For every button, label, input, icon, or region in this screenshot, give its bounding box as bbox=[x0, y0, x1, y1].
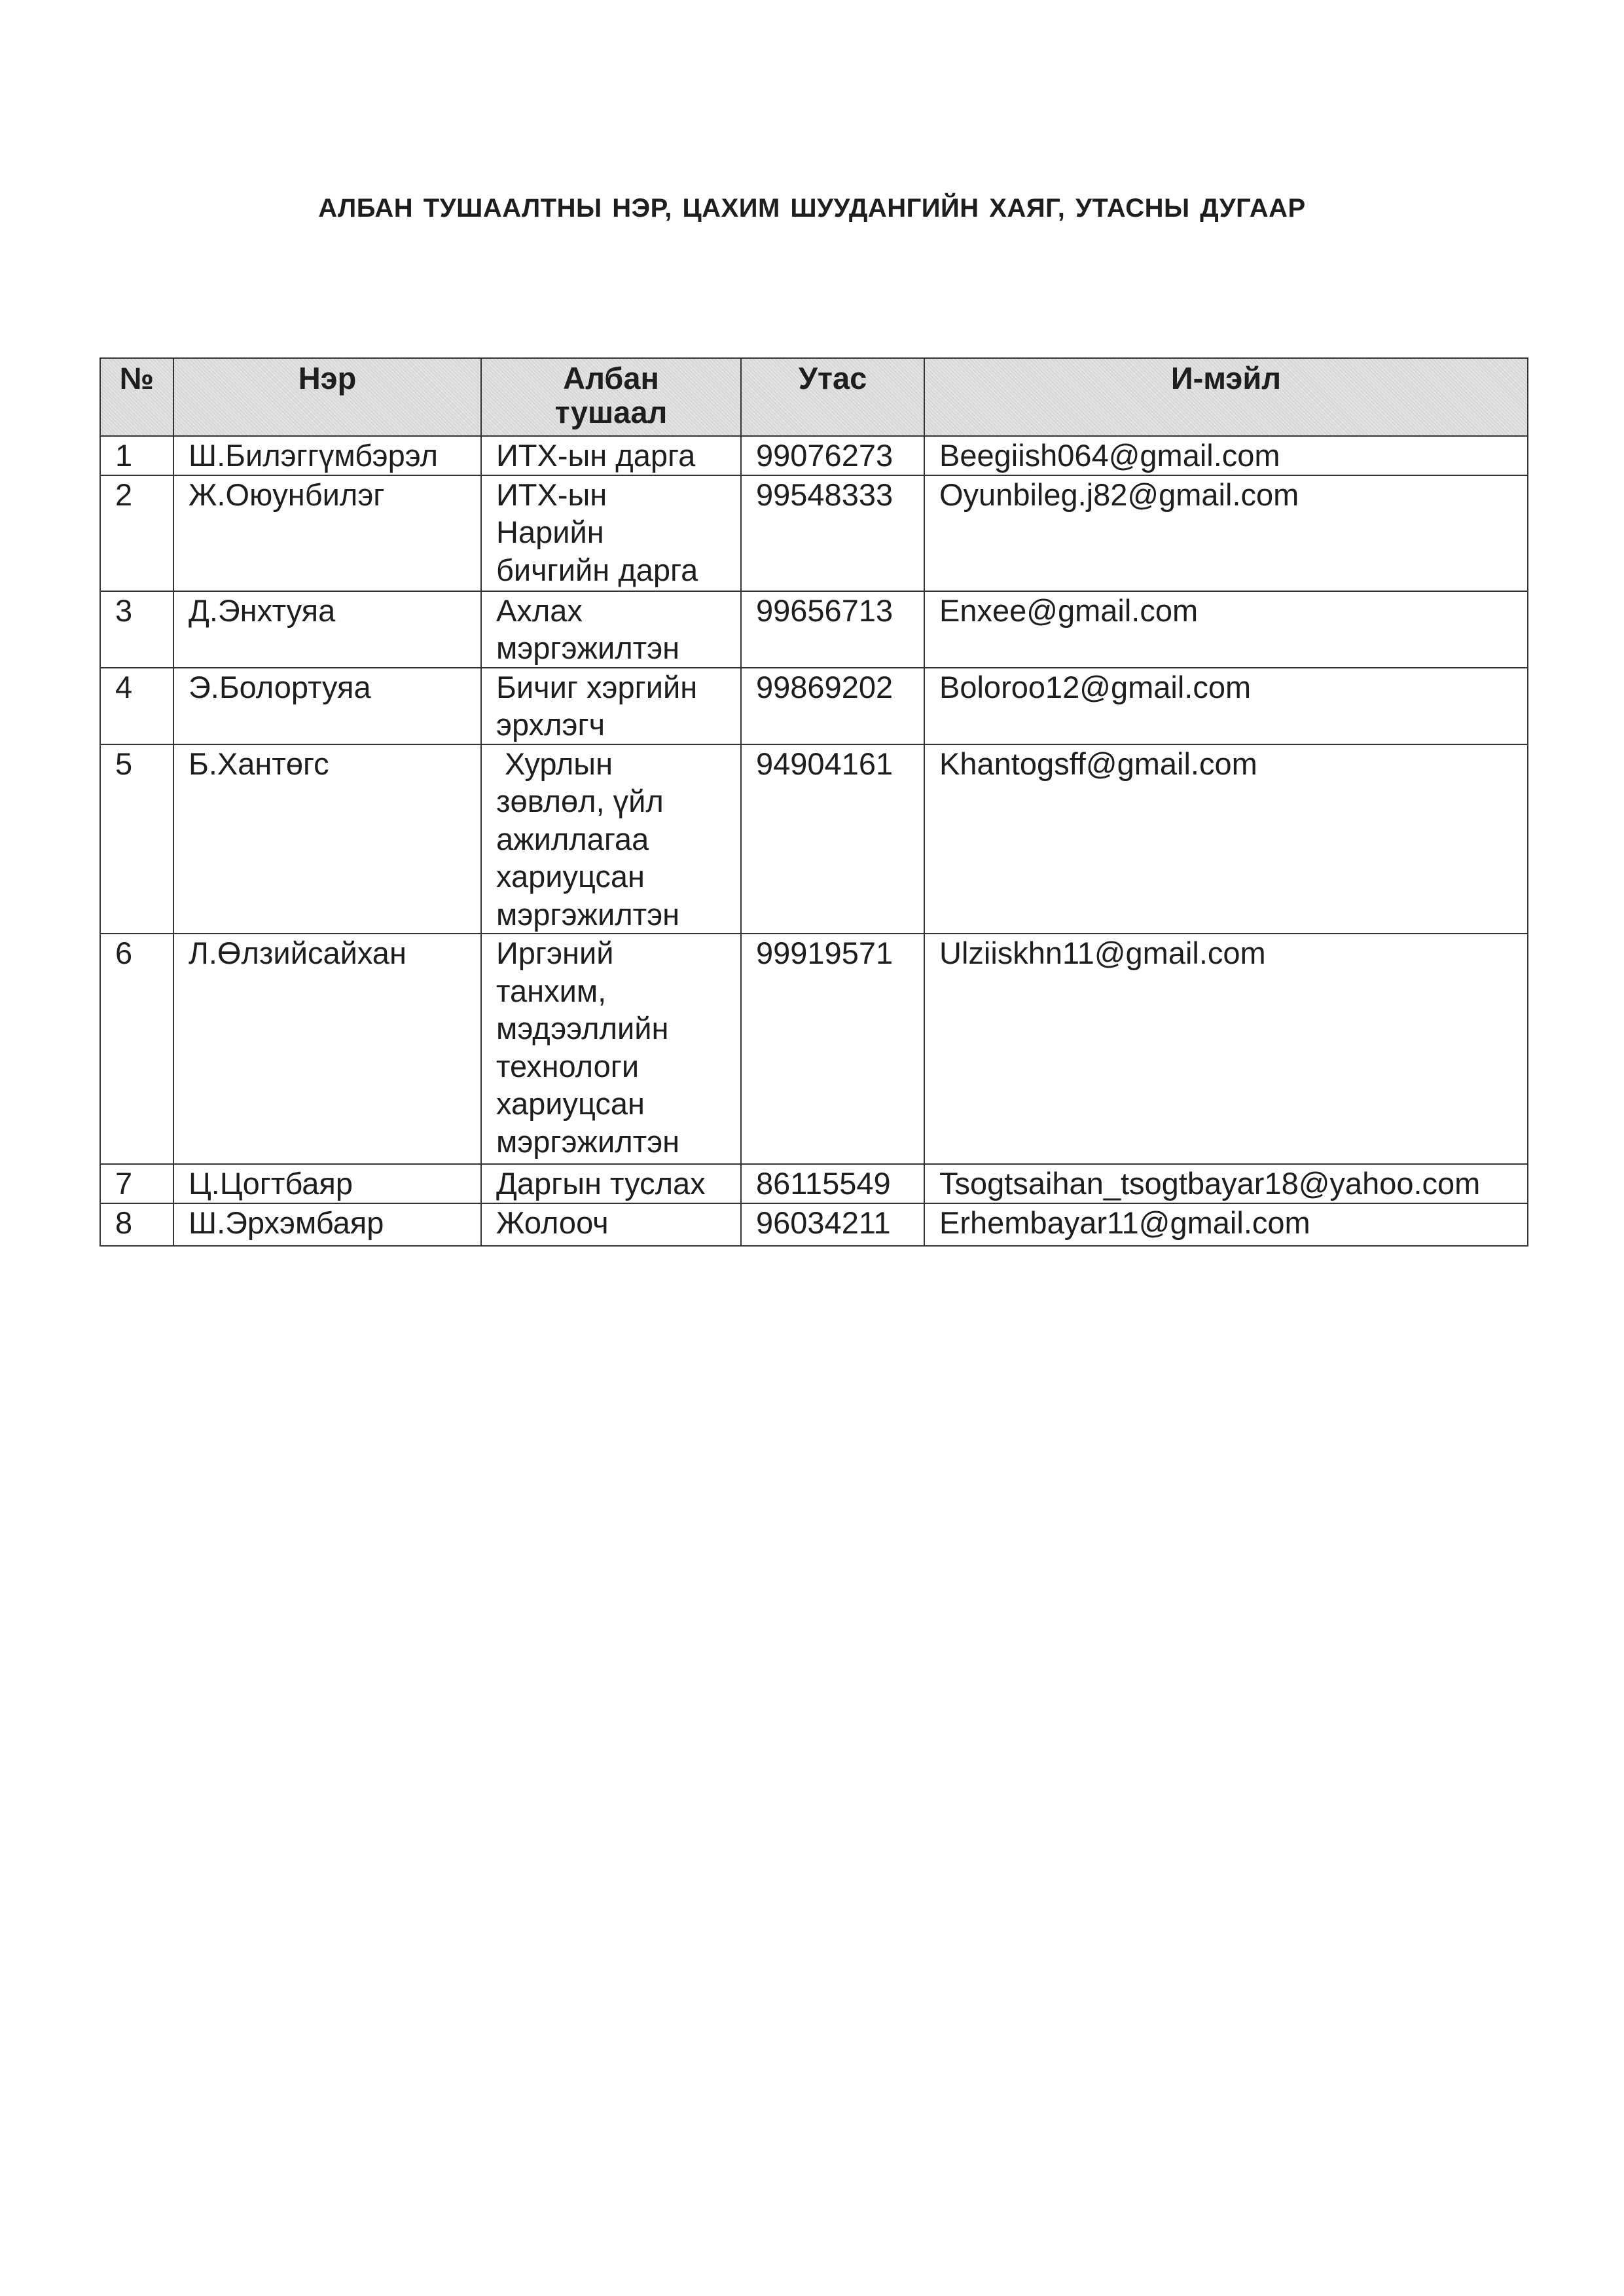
position-line: Нарийн bbox=[496, 515, 604, 549]
official-name: Ш.Билэггүмбэрэл bbox=[173, 436, 481, 475]
header-position-line: Албан bbox=[563, 361, 659, 395]
table-row bbox=[100, 436, 1528, 475]
position-line: ИТХ-ын bbox=[496, 477, 607, 512]
official-name: Л.Өлзийсайхан bbox=[173, 934, 481, 1164]
row-number: 8 bbox=[100, 1203, 173, 1246]
position-line: зөвлөл, үйл bbox=[496, 784, 664, 818]
email-address: Khantogsff@gmail.com bbox=[924, 744, 1528, 934]
position-line: эрхлэгч bbox=[496, 707, 605, 742]
row-number: 7 bbox=[100, 1164, 173, 1203]
position-line: Жолооч bbox=[496, 1205, 609, 1240]
row-number: 5 bbox=[100, 744, 173, 934]
position-line: мэдээллийн bbox=[496, 1011, 669, 1046]
phone-number: 99548333 bbox=[741, 475, 924, 591]
email-address: Oyunbileg.j82@gmail.com bbox=[924, 475, 1528, 591]
official-name: Д.Энхтуяа bbox=[173, 591, 481, 668]
official-position bbox=[481, 436, 741, 475]
position-line: Ахлах bbox=[496, 592, 583, 628]
official-name: Ж.Оюунбилэг bbox=[173, 475, 481, 591]
position-line: Иргэний bbox=[496, 936, 614, 970]
header-position bbox=[481, 358, 741, 436]
position-line: мэргэжилтэн bbox=[496, 896, 680, 932]
row-number: 4 bbox=[100, 668, 173, 744]
email-address: Tsogtsaihan_tsogtbayar18@yahoo.com bbox=[924, 1164, 1528, 1203]
email-address: Erhembayar11@gmail.com bbox=[924, 1203, 1528, 1246]
official-position bbox=[481, 1203, 741, 1246]
email-address: Beegiish064@gmail.com bbox=[924, 436, 1528, 475]
official-name: Э.Болортуяа bbox=[173, 668, 481, 744]
position-line: ИТХ-ын дарга bbox=[496, 438, 696, 473]
position-line: мэргэжилтэн bbox=[496, 630, 680, 665]
official-position bbox=[481, 1164, 741, 1203]
phone-number: 94904161 bbox=[741, 744, 924, 934]
phone-number: 99656713 bbox=[741, 591, 924, 668]
phone-number: 96034211 bbox=[741, 1203, 924, 1246]
row-number: 3 bbox=[100, 591, 173, 668]
position-line: Даргын туслах bbox=[496, 1166, 706, 1201]
official-name: Б.Хантөгс bbox=[173, 744, 481, 934]
officials-contact-table bbox=[99, 357, 1528, 1247]
official-position bbox=[481, 934, 741, 1164]
position-line: Бичиг хэргийн bbox=[496, 669, 698, 704]
phone-number: 86115549 bbox=[741, 1164, 924, 1203]
table-row bbox=[100, 1203, 1528, 1246]
email-address: Ulziiskhn11@gmail.com bbox=[924, 934, 1528, 1164]
table-row bbox=[100, 934, 1528, 1164]
phone-number: 99919571 bbox=[741, 934, 924, 1164]
official-position bbox=[481, 475, 741, 591]
row-number: 2 bbox=[100, 475, 173, 591]
email-address: Enxee@gmail.com bbox=[924, 591, 1528, 668]
header-num: № bbox=[100, 358, 173, 436]
position-line: Хурлын bbox=[496, 746, 613, 781]
position-line: хариуцсан bbox=[496, 1086, 645, 1121]
table-header-row bbox=[100, 358, 1528, 436]
row-number: 1 bbox=[100, 436, 173, 475]
header-phone: Утас bbox=[741, 358, 924, 436]
table-row bbox=[100, 475, 1528, 591]
document-title: АЛБАН ТУШААЛТНЫ НЭР, ЦАХИМ ШУУДАНГИЙН ХАЯГ, УТАСНЫ ДУГААР bbox=[318, 194, 1306, 223]
header-email: И-мэйл bbox=[924, 358, 1528, 436]
table-row bbox=[100, 591, 1528, 668]
table-row bbox=[100, 1164, 1528, 1203]
official-name: Ц.Цогтбаяр bbox=[173, 1164, 481, 1203]
position-line: технологи bbox=[496, 1048, 640, 1084]
email-address: Boloroo12@gmail.com bbox=[924, 668, 1528, 744]
position-line: хариуцсан bbox=[496, 859, 645, 894]
position-line: ажиллагаа bbox=[496, 821, 649, 856]
position-line: мэргэжилтэн bbox=[496, 1123, 680, 1159]
phone-number: 99076273 bbox=[741, 436, 924, 475]
table-row bbox=[100, 744, 1528, 934]
official-position bbox=[481, 744, 741, 934]
phone-number: 99869202 bbox=[741, 668, 924, 744]
position-line: бичгийн дарга bbox=[496, 552, 698, 587]
header-position-line: тушаал bbox=[554, 395, 668, 429]
header-name: Нэр bbox=[173, 358, 481, 436]
table-row bbox=[100, 668, 1528, 744]
position-line: танхим, bbox=[496, 973, 607, 1008]
official-name: Ш.Эрхэмбаяр bbox=[173, 1203, 481, 1246]
official-position bbox=[481, 668, 741, 744]
official-position bbox=[481, 591, 741, 668]
row-number: 6 bbox=[100, 934, 173, 1164]
